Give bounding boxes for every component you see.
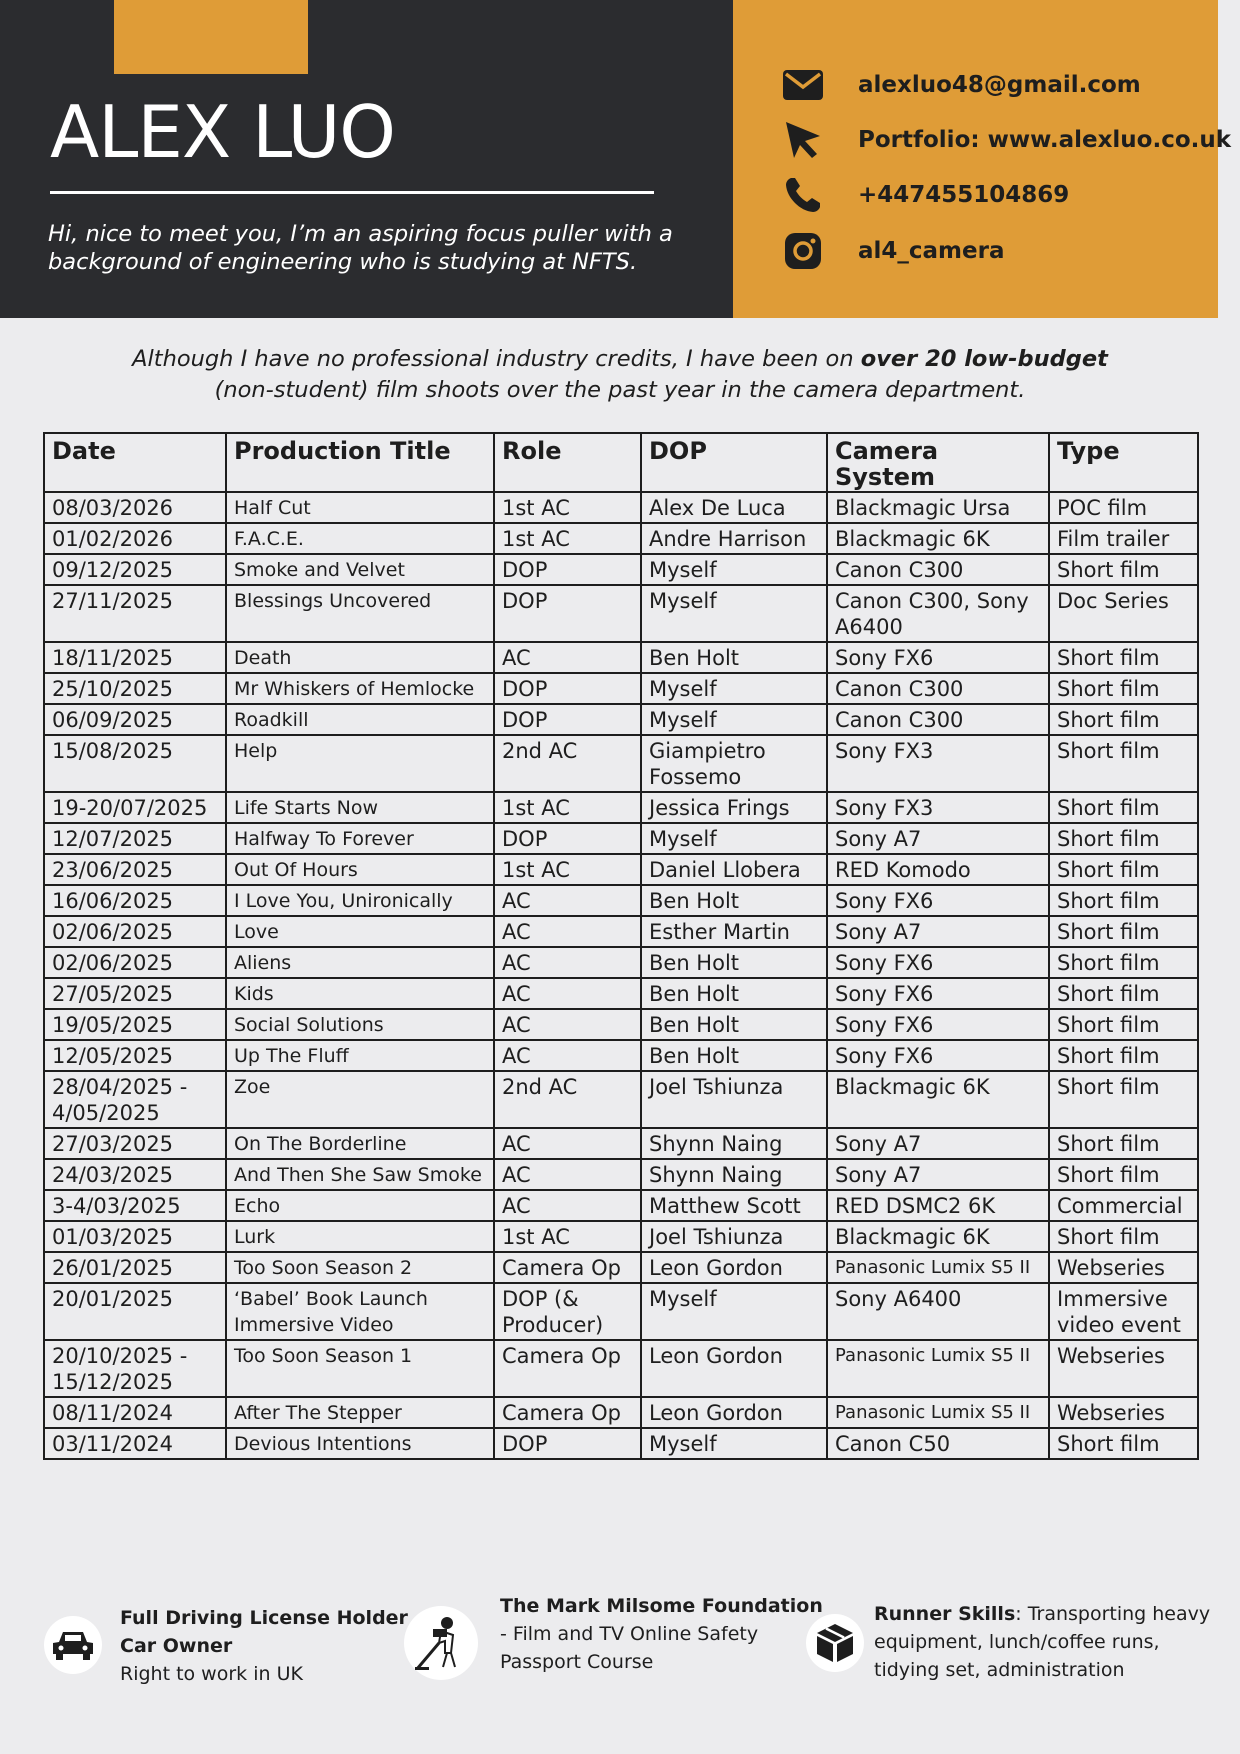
cell-type: Doc Series	[1049, 585, 1198, 642]
cell-title: Echo	[226, 1190, 494, 1221]
cell-role: AC	[494, 1009, 641, 1040]
cell-camera: Sony A7	[827, 1159, 1049, 1190]
cell-role: AC	[494, 1128, 641, 1159]
cell-camera: RED Komodo	[827, 854, 1049, 885]
cell-role: AC	[494, 642, 641, 673]
cell-camera: Sony FX6	[827, 642, 1049, 673]
cell-role: AC	[494, 885, 641, 916]
cell-camera: Panasonic Lumix S5 II	[827, 1252, 1049, 1283]
cell-dop: Myself	[641, 704, 827, 735]
cell-dop: Leon Gordon	[641, 1397, 827, 1428]
cell-type: Short film	[1049, 1221, 1198, 1252]
table-row	[44, 1397, 1198, 1428]
cell-camera: Blackmagic 6K	[827, 523, 1049, 554]
cell-title: And Then She Saw Smoke	[226, 1159, 494, 1190]
cell-title: Life Starts Now	[226, 792, 494, 823]
credits-body	[44, 492, 1198, 1459]
cell-type: Webseries	[1049, 1252, 1198, 1283]
table-row	[44, 1221, 1198, 1252]
table-row	[44, 673, 1198, 704]
cell-role: DOP	[494, 823, 641, 854]
car-owner: Car Owner	[120, 1635, 233, 1657]
cell-date: 27/05/2025	[44, 978, 226, 1009]
table-row	[44, 1428, 1198, 1459]
cell-title: After The Stepper	[226, 1397, 494, 1428]
foundation-line-3: Passport Course	[500, 1651, 654, 1673]
cell-dop: Myself	[641, 585, 827, 642]
cell-type: Short film	[1049, 792, 1198, 823]
cell-title: Social Solutions	[226, 1009, 494, 1040]
cell-title: Half Cut	[226, 492, 494, 523]
cell-date: 02/06/2025	[44, 916, 226, 947]
header-dop: DOP	[641, 433, 827, 492]
cell-camera: Sony FX6	[827, 978, 1049, 1009]
cell-date: 24/03/2025	[44, 1159, 226, 1190]
table-row	[44, 978, 1198, 1009]
cell-type: Short film	[1049, 673, 1198, 704]
cell-date: 27/03/2025	[44, 1128, 226, 1159]
cell-camera: RED DSMC2 6K	[827, 1190, 1049, 1221]
cell-title: Halfway To Forever	[226, 823, 494, 854]
cell-dop: Myself	[641, 554, 827, 585]
cell-role: 1st AC	[494, 792, 641, 823]
cell-date: 25/10/2025	[44, 673, 226, 704]
cell-role: 1st AC	[494, 523, 641, 554]
table-row	[44, 704, 1198, 735]
cell-camera: Canon C300	[827, 673, 1049, 704]
header-type: Type	[1049, 433, 1198, 492]
cell-date: 26/01/2025	[44, 1252, 226, 1283]
table-row	[44, 823, 1198, 854]
cell-date: 08/03/2026	[44, 492, 226, 523]
runner-text-1: : Transporting heavy	[1015, 1603, 1211, 1625]
tagline-line-1: Hi, nice to meet you, I’m an aspiring focus puller with a	[48, 221, 673, 247]
cell-type: Webseries	[1049, 1397, 1198, 1428]
cell-type: Short film	[1049, 735, 1198, 792]
instagram-text[interactable]: al4_camera	[858, 238, 1005, 264]
cell-dop: Myself	[641, 1283, 827, 1340]
cell-title: I Love You, Unironically	[226, 885, 494, 916]
cell-date: 19-20/07/2025	[44, 792, 226, 823]
cell-role: 1st AC	[494, 854, 641, 885]
credits-table	[43, 432, 1199, 1460]
table-row	[44, 916, 1198, 947]
cell-type: Short film	[1049, 1040, 1198, 1071]
table-row	[44, 1009, 1198, 1040]
table-row	[44, 642, 1198, 673]
cell-date: 19/05/2025	[44, 1009, 226, 1040]
cell-dop: Daniel Llobera	[641, 854, 827, 885]
header-date: Date	[44, 433, 226, 492]
cell-date: 20/10/2025 - 15/12/2025	[44, 1340, 226, 1397]
cell-role: Camera Op	[494, 1340, 641, 1397]
cell-camera: Sony A6400	[827, 1283, 1049, 1340]
table-row	[44, 854, 1198, 885]
cell-role: 1st AC	[494, 492, 641, 523]
cell-type: Short film	[1049, 978, 1198, 1009]
cell-date: 27/11/2025	[44, 585, 226, 642]
cell-dop: Myself	[641, 823, 827, 854]
cell-title: Death	[226, 642, 494, 673]
cell-role: DOP	[494, 1428, 641, 1459]
cell-type: Short film	[1049, 823, 1198, 854]
cell-dop: Shynn Naing	[641, 1128, 827, 1159]
cell-dop: Ben Holt	[641, 885, 827, 916]
phone-icon	[778, 175, 828, 215]
cell-role: DOP (& Producer)	[494, 1283, 641, 1340]
cell-type: Webseries	[1049, 1340, 1198, 1397]
foundation-name: The Mark Milsome Foundation	[500, 1595, 823, 1617]
cell-dop: Ben Holt	[641, 1009, 827, 1040]
cell-date: 12/07/2025	[44, 823, 226, 854]
cell-dop: Giampietro Fossemo	[641, 735, 827, 792]
cell-title: Help	[226, 735, 494, 792]
runner-text	[874, 1600, 1210, 1684]
cell-dop: Andre Harrison	[641, 523, 827, 554]
table-row	[44, 1283, 1198, 1340]
email-icon	[778, 65, 828, 105]
cell-date: 01/03/2025	[44, 1221, 226, 1252]
cell-dop: Alex De Luca	[641, 492, 827, 523]
cell-date: 12/05/2025	[44, 1040, 226, 1071]
cell-type: Short film	[1049, 1009, 1198, 1040]
cell-camera: Sony FX6	[827, 1009, 1049, 1040]
cell-title: Kids	[226, 978, 494, 1009]
cell-camera: Panasonic Lumix S5 II	[827, 1340, 1049, 1397]
cell-dop: Shynn Naing	[641, 1159, 827, 1190]
car-icon	[44, 1616, 102, 1674]
cell-date: 20/01/2025	[44, 1283, 226, 1340]
runner-text-2: equipment, lunch/coffee runs,	[874, 1631, 1160, 1653]
cell-dop: Joel Tshiunza	[641, 1221, 827, 1252]
contact-phone[interactable]	[778, 175, 1069, 215]
table-header-row	[44, 433, 1198, 492]
table-row	[44, 585, 1198, 642]
cell-camera: Blackmagic Ursa	[827, 492, 1049, 523]
cell-dop: Ben Holt	[641, 1040, 827, 1071]
cell-title: Out Of Hours	[226, 854, 494, 885]
cell-type: Short film	[1049, 854, 1198, 885]
cell-date: 09/12/2025	[44, 554, 226, 585]
cell-type: Film trailer	[1049, 523, 1198, 554]
cell-date: 03/11/2024	[44, 1428, 226, 1459]
cell-role: AC	[494, 916, 641, 947]
cell-role: 1st AC	[494, 1221, 641, 1252]
cell-date: 08/11/2024	[44, 1397, 226, 1428]
cursor-icon	[778, 120, 828, 160]
table-row	[44, 554, 1198, 585]
cell-camera: Canon C300, Sony A6400	[827, 585, 1049, 642]
table-row	[44, 1159, 1198, 1190]
cell-camera: Canon C300	[827, 554, 1049, 585]
license-text	[120, 1604, 408, 1688]
cell-date: 18/11/2025	[44, 642, 226, 673]
header-role: Role	[494, 433, 641, 492]
footer-runner	[806, 1600, 1210, 1684]
header-camera-system: Camera System	[827, 433, 1049, 492]
cell-role: AC	[494, 947, 641, 978]
name-divider	[50, 191, 654, 194]
tagline	[48, 220, 708, 276]
cell-role: AC	[494, 1159, 641, 1190]
cell-dop: Myself	[641, 673, 827, 704]
runner-text-3: tidying set, administration	[874, 1659, 1125, 1681]
cell-camera: Canon C50	[827, 1428, 1049, 1459]
cell-title: ‘Babel’ Book Launch Immersive Video	[226, 1283, 494, 1340]
cell-date: 23/06/2025	[44, 854, 226, 885]
cell-dop: Jessica Frings	[641, 792, 827, 823]
cell-type: Immersive video event	[1049, 1283, 1198, 1340]
foundation-text	[500, 1592, 823, 1676]
table-row	[44, 792, 1198, 823]
cell-title: F.A.C.E.	[226, 523, 494, 554]
instagram-icon	[778, 231, 828, 271]
camera-operator-icon	[404, 1606, 478, 1680]
cell-dop: Leon Gordon	[641, 1252, 827, 1283]
cell-title: Too Soon Season 1	[226, 1340, 494, 1397]
cell-type: POC film	[1049, 492, 1198, 523]
cell-title: Blessings Uncovered	[226, 585, 494, 642]
accent-block	[114, 0, 308, 74]
cell-role: 2nd AC	[494, 735, 641, 792]
cell-type: Short film	[1049, 947, 1198, 978]
cell-title: Up The Fluff	[226, 1040, 494, 1071]
cell-role: DOP	[494, 673, 641, 704]
cell-date: 16/06/2025	[44, 885, 226, 916]
cell-camera: Blackmagic 6K	[827, 1221, 1049, 1252]
table-row	[44, 492, 1198, 523]
cell-camera: Sony FX6	[827, 1040, 1049, 1071]
cell-role: Camera Op	[494, 1397, 641, 1428]
cell-camera: Sony FX6	[827, 947, 1049, 978]
cell-role: AC	[494, 1040, 641, 1071]
table-row	[44, 1071, 1198, 1128]
cell-dop: Matthew Scott	[641, 1190, 827, 1221]
cell-type: Short film	[1049, 916, 1198, 947]
box-icon	[806, 1614, 864, 1672]
cell-title: Mr Whiskers of Hemlocke	[226, 673, 494, 704]
footer-foundation	[404, 1592, 823, 1680]
runner-title: Runner Skills	[874, 1603, 1016, 1625]
cell-type: Short film	[1049, 554, 1198, 585]
cell-title: On The Borderline	[226, 1128, 494, 1159]
cell-role: DOP	[494, 554, 641, 585]
portfolio-text[interactable]: Portfolio: www.alexluo.co.uk	[858, 127, 1232, 153]
cell-title: Lurk	[226, 1221, 494, 1252]
table-row	[44, 1040, 1198, 1071]
header-production-title: Production Title	[226, 433, 494, 492]
cell-dop: Ben Holt	[641, 947, 827, 978]
cell-date: 3-4/03/2025	[44, 1190, 226, 1221]
cell-role: Camera Op	[494, 1252, 641, 1283]
cell-role: AC	[494, 1190, 641, 1221]
cell-type: Short film	[1049, 704, 1198, 735]
table-row	[44, 1128, 1198, 1159]
cell-type: Commercial	[1049, 1190, 1198, 1221]
name-title: ALEX LUO	[50, 90, 395, 174]
table-row	[44, 885, 1198, 916]
intro-part-2: (non-student) film shoots over the past year in the camera department.	[214, 377, 1026, 403]
cell-date: 15/08/2025	[44, 735, 226, 792]
cell-title: Devious Intentions	[226, 1428, 494, 1459]
cell-camera: Panasonic Lumix S5 II	[827, 1397, 1049, 1428]
cell-dop: Ben Holt	[641, 978, 827, 1009]
cell-camera: Sony A7	[827, 823, 1049, 854]
table-row	[44, 1190, 1198, 1221]
cell-dop: Ben Holt	[641, 642, 827, 673]
cell-dop: Esther Martin	[641, 916, 827, 947]
cell-title: Aliens	[226, 947, 494, 978]
table-row	[44, 1340, 1198, 1397]
table-row	[44, 1252, 1198, 1283]
cell-camera: Sony FX3	[827, 792, 1049, 823]
cell-date: 01/02/2026	[44, 523, 226, 554]
cell-role: AC	[494, 978, 641, 1009]
cell-camera: Sony FX6	[827, 885, 1049, 916]
right-to-work: Right to work in UK	[120, 1663, 303, 1685]
cell-role: DOP	[494, 704, 641, 735]
table-row	[44, 523, 1198, 554]
contact-instagram[interactable]	[778, 231, 1005, 271]
phone-text[interactable]: +447455104869	[858, 182, 1070, 208]
cell-title: Zoe	[226, 1071, 494, 1128]
table-row	[44, 735, 1198, 792]
cell-type: Short film	[1049, 1128, 1198, 1159]
email-text[interactable]: alexluo48@gmail.com	[858, 72, 1141, 98]
cell-camera: Sony FX3	[827, 735, 1049, 792]
cell-dop: Myself	[641, 1428, 827, 1459]
intro-part-1: Although I have no professional industry credits, I have been on	[132, 346, 861, 372]
cell-title: Love	[226, 916, 494, 947]
cell-title: Smoke and Velvet	[226, 554, 494, 585]
cell-camera: Sony A7	[827, 916, 1049, 947]
cell-title: Too Soon Season 2	[226, 1252, 494, 1283]
cell-title: Roadkill	[226, 704, 494, 735]
intro-statement	[60, 344, 1180, 406]
intro-bold: over 20 low-budget	[860, 346, 1108, 372]
cell-camera: Sony A7	[827, 1128, 1049, 1159]
cell-date: 28/04/2025 - 4/05/2025	[44, 1071, 226, 1128]
cell-role: DOP	[494, 585, 641, 642]
contact-portfolio[interactable]	[778, 120, 1231, 160]
cell-type: Short film	[1049, 1159, 1198, 1190]
cell-camera: Canon C300	[827, 704, 1049, 735]
tagline-line-2: background of engineering who is studying at NFTS.	[48, 249, 638, 275]
cell-dop: Joel Tshiunza	[641, 1071, 827, 1128]
cell-role: 2nd AC	[494, 1071, 641, 1128]
foundation-line-2: - Film and TV Online Safety	[500, 1623, 759, 1645]
cell-date: 02/06/2025	[44, 947, 226, 978]
cell-type: Short film	[1049, 885, 1198, 916]
license-holder: Full Driving License Holder	[120, 1607, 408, 1629]
cell-dop: Leon Gordon	[641, 1340, 827, 1397]
cell-camera: Blackmagic 6K	[827, 1071, 1049, 1128]
cell-type: Short film	[1049, 1428, 1198, 1459]
cell-type: Short film	[1049, 642, 1198, 673]
cell-date: 06/09/2025	[44, 704, 226, 735]
cell-type: Short film	[1049, 1071, 1198, 1128]
footer-license	[44, 1604, 408, 1688]
contact-email[interactable]	[778, 65, 1141, 105]
table-row	[44, 947, 1198, 978]
